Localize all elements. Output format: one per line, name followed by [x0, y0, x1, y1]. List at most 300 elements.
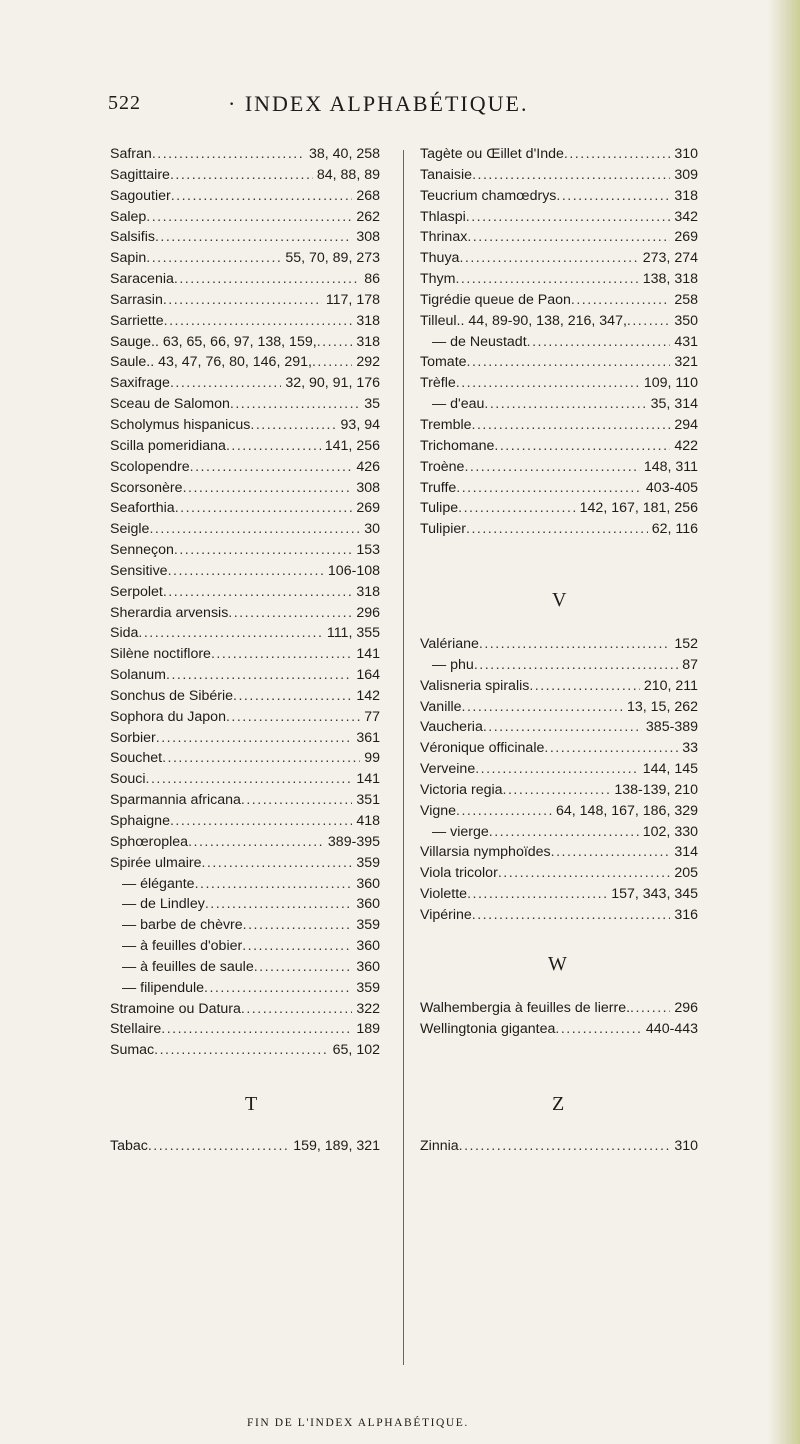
leader-dots — [174, 271, 360, 287]
leader-dots — [161, 1021, 352, 1037]
index-entry — [110, 709, 380, 730]
entry-term: Vigne — [420, 802, 457, 819]
entry-term: Sapin — [110, 250, 147, 267]
entry-pages: 422 — [674, 437, 698, 454]
entry-term: Sonchus de Sibérie — [110, 687, 234, 704]
entry-pages: 418 — [356, 813, 380, 829]
page-edge-shading — [768, 0, 800, 1444]
index-entry — [110, 250, 380, 271]
section-letter-t: T — [245, 1093, 258, 1115]
index-entry — [420, 1021, 698, 1042]
entry-term: Thlaspi — [420, 208, 466, 225]
index-entry — [110, 917, 380, 938]
index-entry — [110, 771, 380, 792]
entry-pages: 111, 355 — [326, 625, 380, 642]
leader-dots — [162, 750, 360, 766]
leader-dots — [163, 584, 352, 600]
leader-dots — [462, 699, 623, 715]
entry-pages: 318 — [674, 187, 698, 204]
index-entry — [420, 719, 698, 740]
entry-pages: 64, 148, 167, 186, 329 — [556, 802, 698, 819]
index-entry — [110, 188, 380, 209]
entry-term: Tulipe — [420, 500, 459, 517]
leader-dots — [467, 886, 607, 902]
entry-term: — de Lindley — [122, 896, 205, 913]
entry-pages: 322 — [356, 1000, 380, 1017]
index-entry — [420, 271, 698, 292]
index-entry — [420, 865, 698, 886]
entry-term: Vipérine — [420, 906, 472, 923]
entry-term: Silène noctiflore — [110, 646, 211, 663]
leader-dots — [149, 521, 360, 537]
entry-pages: 269 — [356, 500, 380, 517]
leader-dots — [456, 480, 642, 496]
index-entry — [110, 646, 380, 667]
index-entry — [110, 271, 380, 292]
leader-dots — [211, 646, 352, 662]
leader-dots — [317, 334, 353, 350]
entry-term: Vanille — [420, 698, 462, 715]
column-divider — [403, 150, 404, 1365]
entry-pages: 159, 189, 321 — [293, 1138, 380, 1154]
entry-pages: 117, 178 — [325, 291, 380, 308]
index-entry — [420, 824, 698, 845]
entry-term: Zinnia — [420, 1138, 459, 1154]
index-entry — [420, 313, 698, 334]
index-entry — [110, 625, 380, 646]
entry-term: — phu — [432, 656, 474, 673]
index-entry — [110, 584, 380, 605]
leader-dots — [312, 354, 352, 370]
index-entry — [420, 678, 698, 699]
entry-pages: 106-108 — [327, 562, 380, 579]
entry-term: Teucrium chamœdrys — [420, 187, 557, 204]
entry-term: Sida — [110, 625, 139, 642]
entry-pages: 55, 70, 89, 273 — [285, 250, 380, 267]
entry-pages: 310 — [674, 1138, 698, 1154]
entry-pages: 310 — [674, 146, 698, 162]
index-entry — [420, 459, 698, 480]
page-title: · INDEX ALPHABÉTIQUE. — [228, 91, 529, 116]
index-entry — [110, 313, 380, 334]
entry-term: Tagète ou Œillet d'Inde — [420, 146, 564, 162]
entry-pages: 38, 40, 258 — [309, 146, 380, 162]
index-entry — [110, 688, 380, 709]
leader-dots — [459, 250, 638, 266]
leader-dots — [467, 229, 670, 245]
leader-dots — [544, 740, 678, 756]
leader-dots — [230, 396, 360, 412]
entry-term: Sphœroplea — [110, 833, 189, 850]
leader-dots — [627, 313, 670, 329]
index-entry — [110, 417, 380, 438]
entry-term: — de Neustadt — [432, 333, 527, 350]
entry-term: Thrinax — [420, 229, 468, 246]
entry-pages: 153 — [356, 542, 380, 559]
entry-term: Sarrasin — [110, 291, 163, 308]
section-letter-w: W — [548, 953, 567, 975]
leader-dots — [241, 1001, 352, 1017]
entry-term: — à feuilles d'obier — [122, 938, 243, 955]
leader-dots — [163, 292, 322, 308]
index-entry — [110, 146, 380, 167]
entry-pages: 316 — [674, 906, 698, 923]
entry-pages: 308 — [356, 229, 380, 246]
leader-dots — [472, 167, 670, 183]
entry-term: Tilleul.. 44, 89-90, 138, 216, 347, — [420, 312, 627, 329]
leader-dots — [466, 521, 648, 537]
entry-pages: 296 — [356, 604, 380, 621]
leader-dots — [170, 813, 352, 829]
leader-dots — [250, 417, 336, 433]
entry-pages: 33 — [682, 740, 698, 757]
entry-term: Scorsonère — [110, 479, 183, 496]
index-entry — [110, 563, 380, 584]
entry-term: Verveine — [420, 761, 476, 778]
entry-pages: 144, 145 — [642, 761, 698, 778]
leader-dots — [456, 375, 640, 391]
entry-term: Scilla pomeridiana — [110, 437, 226, 454]
entry-term: Valériane — [420, 636, 479, 652]
entry-pages: 350 — [674, 312, 698, 329]
entry-term: Saxifrage — [110, 375, 170, 392]
leader-dots — [467, 354, 671, 370]
entry-pages: 385-389 — [645, 719, 698, 736]
end-of-index-note: FIN DE L'INDEX ALPHABÉTIQUE. — [247, 1417, 469, 1429]
leader-dots — [254, 959, 353, 975]
entry-pages: 13, 15, 262 — [627, 698, 698, 715]
entry-term: Tomate — [420, 354, 467, 371]
entry-pages: 142 — [356, 687, 380, 704]
leader-dots — [183, 480, 353, 496]
leader-dots — [233, 688, 352, 704]
leader-dots — [170, 167, 313, 183]
entry-term: Sophora du Japon — [110, 708, 226, 725]
index-entry — [420, 500, 698, 521]
entry-term: Souchet — [110, 750, 163, 767]
leader-dots — [164, 313, 353, 329]
entry-term: Vaucheria — [420, 719, 483, 736]
index-entry — [110, 730, 380, 751]
entry-term: Tigrédie queue de Paon — [420, 291, 571, 308]
leader-dots — [146, 209, 352, 225]
entry-pages: 262 — [356, 208, 380, 225]
entry-term: — vierge — [432, 823, 489, 840]
index-entry — [110, 896, 380, 917]
leader-dots — [484, 396, 646, 412]
index-entry — [420, 886, 698, 907]
entry-pages: 189 — [356, 1021, 380, 1038]
right-column — [420, 146, 698, 542]
entry-term: — élégante — [122, 875, 195, 892]
entry-term: Véronique officinale — [420, 740, 545, 757]
page-header — [108, 92, 708, 122]
entry-pages: 138-139, 210 — [614, 781, 698, 798]
leader-dots — [479, 636, 670, 652]
index-entry — [110, 876, 380, 897]
leader-dots — [459, 1138, 671, 1154]
leader-dots — [152, 146, 305, 162]
entry-pages: 210, 211 — [643, 677, 698, 694]
entry-pages: 148, 311 — [643, 458, 698, 475]
entry-pages: 342 — [674, 208, 698, 225]
index-entry — [420, 740, 698, 761]
leader-dots — [466, 209, 671, 225]
entry-term: Serpolet — [110, 583, 163, 600]
leader-dots — [551, 844, 671, 860]
entry-pages: 32, 90, 91, 176 — [285, 375, 380, 392]
leader-dots — [226, 709, 360, 725]
entry-term: Valisneria spiralis — [420, 677, 530, 694]
entry-term: Wellingtonia gigantea — [420, 1020, 556, 1037]
leader-dots — [188, 834, 324, 850]
leader-dots — [456, 803, 552, 819]
entry-term: Safran — [110, 146, 152, 162]
entry-term: — filipendule — [122, 979, 205, 996]
leader-dots — [455, 271, 638, 287]
entry-pages: 359 — [356, 917, 380, 934]
entry-term: Seaforthia — [110, 500, 175, 517]
entry-term: Salep — [110, 208, 147, 225]
entry-pages: 141 — [356, 646, 380, 663]
leader-dots — [571, 292, 670, 308]
entry-term: Sphaigne — [110, 813, 170, 829]
entry-pages: 360 — [356, 958, 380, 975]
leader-dots — [146, 771, 353, 787]
leader-dots — [242, 938, 352, 954]
leader-dots — [464, 459, 639, 475]
index-entry — [110, 667, 380, 688]
entry-pages: 403-405 — [645, 479, 698, 496]
entry-pages: 273, 274 — [642, 250, 698, 267]
index-entry — [420, 480, 698, 501]
entry-pages: 308 — [356, 479, 380, 496]
entry-pages: 93, 94 — [340, 416, 380, 433]
index-entry — [110, 209, 380, 230]
section-letter-v: V — [552, 589, 567, 611]
v-entries — [420, 636, 698, 928]
entry-term: Souci — [110, 771, 146, 788]
entry-term: — d'eau — [432, 396, 485, 413]
entry-pages: 109, 110 — [643, 375, 698, 392]
entry-pages: 141, 256 — [324, 437, 380, 454]
leader-dots — [483, 719, 642, 735]
leader-dots — [494, 438, 670, 454]
entry-pages: 431 — [674, 333, 698, 350]
section-letter-z: Z — [552, 1093, 565, 1115]
entry-term: Viola tricolor — [420, 865, 498, 882]
entry-pages: 361 — [356, 729, 380, 746]
entry-pages: 268 — [356, 187, 380, 204]
leader-dots — [175, 500, 353, 516]
entry-term: Tulipier — [420, 521, 466, 538]
index-entry — [110, 480, 380, 501]
leader-dots — [564, 146, 670, 162]
index-entry — [110, 750, 380, 771]
entry-pages: 296 — [674, 1000, 698, 1016]
index-entry — [110, 980, 380, 1001]
index-entry — [110, 834, 380, 855]
entry-pages: 269 — [674, 229, 698, 246]
entry-term: Sarriette — [110, 312, 164, 329]
entry-pages: 359 — [356, 979, 380, 996]
entry-pages: 77 — [364, 708, 380, 725]
leader-dots — [527, 334, 671, 350]
index-entry — [420, 188, 698, 209]
leader-dots — [241, 792, 352, 808]
index-entry — [110, 375, 380, 396]
t-entries — [110, 1138, 380, 1159]
index-entry — [420, 803, 698, 824]
entry-pages: 141 — [356, 771, 380, 788]
entry-pages: 360 — [356, 938, 380, 955]
leader-dots — [148, 1138, 289, 1154]
entry-term: Sherardia arvensis — [110, 604, 229, 621]
leader-dots — [489, 824, 639, 840]
entry-pages: 309 — [674, 166, 698, 183]
leader-dots — [205, 896, 353, 912]
index-entry — [420, 354, 698, 375]
leader-dots — [146, 250, 281, 266]
index-entry — [420, 844, 698, 865]
entry-term: Sparmannia africana — [110, 792, 241, 809]
w-section — [420, 1000, 698, 1042]
left-column-t — [110, 1138, 380, 1159]
index-entry — [110, 1042, 380, 1063]
entry-term: Victoria regia — [420, 781, 503, 798]
leader-dots — [166, 667, 352, 683]
entry-pages: 351 — [356, 792, 380, 809]
entry-pages: 292 — [356, 354, 380, 371]
entry-term: Thym — [420, 271, 456, 288]
entry-term: Violette — [420, 886, 468, 903]
leader-dots — [472, 907, 671, 923]
index-entry — [420, 229, 698, 250]
leader-dots — [204, 980, 352, 996]
index-entry — [110, 229, 380, 250]
leader-dots — [498, 865, 671, 881]
leader-dots — [174, 542, 352, 558]
leader-dots — [228, 605, 352, 621]
entry-pages: 360 — [356, 896, 380, 913]
page-number: 522 — [108, 92, 141, 114]
index-entry — [420, 761, 698, 782]
entry-term: Stramoine ou Datura — [110, 1000, 241, 1017]
entry-term: Sensitive — [110, 562, 168, 579]
leader-dots — [226, 438, 321, 454]
index-entry — [420, 521, 698, 542]
index-entry — [110, 1021, 380, 1042]
index-entry — [110, 813, 380, 834]
entry-term: Trichomane — [420, 437, 495, 454]
entry-pages: 318 — [356, 333, 380, 350]
entry-pages: 35, 314 — [650, 396, 698, 413]
entry-pages: 426 — [356, 458, 380, 475]
entry-term: Trèfle — [420, 375, 456, 392]
leader-dots — [474, 657, 678, 673]
entry-pages: 87 — [682, 656, 698, 673]
entry-term: Spirée ulmaire — [110, 854, 202, 871]
entry-term: Tremble — [420, 416, 472, 433]
entry-pages: 318 — [356, 583, 380, 600]
right-entries — [420, 146, 698, 542]
entry-pages: 321 — [674, 354, 698, 371]
index-entry — [420, 334, 698, 355]
entry-term: Troène — [420, 458, 465, 475]
entry-pages: 258 — [674, 291, 698, 308]
entry-pages: 65, 102 — [332, 1042, 380, 1059]
leader-dots — [156, 730, 353, 746]
leader-dots — [503, 782, 611, 798]
entry-pages: 86 — [364, 271, 380, 288]
index-entry — [110, 459, 380, 480]
entry-term: Tanaisie — [420, 166, 473, 183]
leader-dots — [475, 761, 639, 777]
entry-term: — barbe de chèvre — [122, 917, 243, 934]
entry-term: Sumac — [110, 1042, 155, 1059]
leader-dots — [243, 917, 353, 933]
entry-term: Sorbier — [110, 729, 156, 746]
index-entry — [420, 375, 698, 396]
index-entry — [420, 1000, 698, 1021]
index-entry — [110, 1001, 380, 1022]
entry-pages: 294 — [674, 416, 698, 433]
index-entry — [420, 438, 698, 459]
index-entry — [110, 605, 380, 626]
left-entries — [110, 146, 380, 1063]
entry-term: Solanum — [110, 667, 166, 684]
entry-pages: 164 — [356, 667, 380, 684]
entry-term: Sceau de Salomon — [110, 396, 230, 413]
entry-term: Salsifis — [110, 229, 155, 246]
index-entry — [110, 792, 380, 813]
entry-term: Truffe — [420, 479, 457, 496]
entry-term: Scolopendre — [110, 458, 190, 475]
v-section — [420, 636, 698, 928]
index-entry — [420, 396, 698, 417]
leader-dots — [138, 625, 322, 641]
leader-dots — [170, 375, 281, 391]
entry-pages: 152 — [674, 636, 698, 652]
entry-pages: 360 — [356, 875, 380, 892]
leader-dots — [529, 678, 639, 694]
entry-pages: 389-395 — [327, 833, 380, 850]
entry-pages: 35 — [364, 396, 380, 413]
entry-term: Sagoutier — [110, 187, 171, 204]
entry-term: Saule.. 43, 47, 76, 80, 146, 291, — [110, 354, 312, 371]
entry-term: Walhembergia à feuilles de lierre. — [420, 1000, 631, 1016]
leader-dots — [195, 876, 353, 892]
entry-pages: 142, 167, 181, 256 — [579, 500, 698, 517]
index-entry — [110, 334, 380, 355]
leader-dots — [555, 1021, 642, 1037]
entry-term: Saracenia — [110, 271, 174, 288]
leader-dots — [472, 417, 671, 433]
left-column — [110, 146, 380, 1063]
index-entry — [420, 250, 698, 271]
leader-dots — [155, 229, 352, 245]
leader-dots — [154, 1042, 329, 1058]
index-entry — [110, 938, 380, 959]
leader-dots — [630, 1000, 670, 1016]
leader-dots — [171, 188, 353, 204]
index-entry — [420, 657, 698, 678]
index-entry — [110, 354, 380, 375]
entry-pages: 314 — [674, 844, 698, 861]
index-entry — [110, 521, 380, 542]
entry-term: Seigle — [110, 521, 150, 538]
entry-pages: 62, 116 — [651, 521, 698, 538]
